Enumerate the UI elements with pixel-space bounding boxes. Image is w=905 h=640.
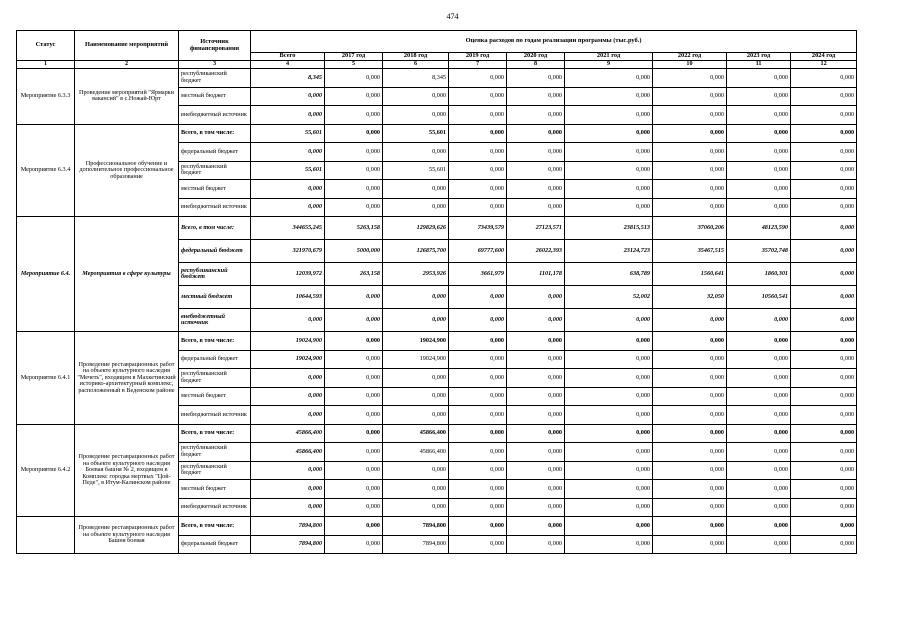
activity-name-cell: Проведение реставрационных работ на объекте культурного наследия Башня боевая [75, 517, 179, 554]
amount-cell: 0,000 [791, 406, 857, 425]
amount-cell: 19024,900 [383, 350, 449, 369]
amount-cell: 0,000 [251, 106, 325, 125]
amount-cell: 0,000 [791, 217, 857, 240]
amount-cell: 0,000 [507, 498, 565, 517]
amount-cell: 0,000 [507, 461, 565, 480]
amount-cell: 0,000 [383, 498, 449, 517]
amount-cell: 0,000 [727, 87, 791, 106]
amount-cell: 0,000 [565, 180, 653, 199]
amount-cell: 0,000 [565, 309, 653, 332]
amount-cell: 7894,800 [383, 535, 449, 554]
amount-cell: 69777,600 [449, 240, 507, 263]
amount-cell: 0,000 [653, 480, 727, 499]
funding-source-cell: Всего, в том числе: [179, 424, 251, 443]
amount-cell: 45866,400 [383, 443, 449, 462]
table-row [17, 69, 857, 88]
amount-cell: 0,000 [251, 309, 325, 332]
amount-cell: 10644,593 [251, 286, 325, 309]
amount-cell: 0,000 [449, 69, 507, 88]
amount-cell: 0,000 [791, 124, 857, 143]
amount-cell: 0,000 [383, 480, 449, 499]
amount-cell: 0,000 [325, 424, 383, 443]
expenses-table [16, 30, 857, 554]
header-year: 2017 год [325, 53, 383, 61]
amount-cell: 0,000 [449, 180, 507, 199]
funding-source-cell: республиканский бюджет [179, 161, 251, 180]
amount-cell: 0,000 [565, 517, 653, 536]
amount-cell: 0,000 [383, 286, 449, 309]
amount-cell: 0,000 [791, 350, 857, 369]
amount-cell: 0,000 [449, 480, 507, 499]
amount-cell: 0,000 [449, 286, 507, 309]
amount-cell: 35702,748 [727, 240, 791, 263]
amount-cell: 5000,000 [325, 240, 383, 263]
amount-cell: 1560,641 [653, 263, 727, 286]
amount-cell: 45866,400 [251, 443, 325, 462]
amount-cell: 0,000 [791, 198, 857, 217]
amount-cell: 0,000 [325, 309, 383, 332]
header-status: Статус [17, 31, 75, 61]
amount-cell: 0,000 [565, 480, 653, 499]
amount-cell: 0,000 [565, 369, 653, 388]
activity-name-cell: Мероприятия в сфере культуры [75, 217, 179, 332]
amount-cell: 7894,800 [383, 517, 449, 536]
amount-cell: 1860,301 [727, 263, 791, 286]
amount-cell: 344655,245 [251, 217, 325, 240]
funding-source-cell: Всего, в том числе: [179, 332, 251, 351]
amount-cell: 73439,579 [449, 217, 507, 240]
funding-source-cell: республиканский бюджет [179, 369, 251, 388]
status-cell: Мероприятие 6.3.4 [17, 124, 75, 217]
header-name: Наименование мероприятий [75, 31, 179, 61]
amount-cell: 0,000 [449, 443, 507, 462]
amount-cell: 55,601 [383, 161, 449, 180]
status-cell: Мероприятие 6.3.3 [17, 69, 75, 125]
amount-cell: 0,000 [565, 106, 653, 125]
amount-cell: 0,000 [727, 387, 791, 406]
amount-cell: 55,601 [251, 124, 325, 143]
funding-source-cell: республиканский бюджет [179, 69, 251, 88]
amount-cell: 0,000 [727, 535, 791, 554]
amount-cell: 263,158 [325, 263, 383, 286]
funding-source-cell: внебюджетный источник [179, 198, 251, 217]
amount-cell: 19024,900 [383, 332, 449, 351]
funding-source-cell: федеральный бюджет [179, 535, 251, 554]
amount-cell: 0,000 [251, 180, 325, 199]
amount-cell: 0,000 [383, 369, 449, 388]
amount-cell: 0,000 [507, 198, 565, 217]
amount-cell: 0,000 [727, 369, 791, 388]
funding-source-cell: республиканский бюджет [179, 443, 251, 462]
funding-source-cell: Всего, в том числе: [179, 124, 251, 143]
amount-cell: 48123,590 [727, 217, 791, 240]
amount-cell: 0,000 [325, 350, 383, 369]
amount-cell: 0,000 [565, 87, 653, 106]
amount-cell: 0,000 [653, 461, 727, 480]
amount-cell: 0,000 [325, 406, 383, 425]
table-row [17, 332, 857, 351]
amount-cell: 0,000 [251, 369, 325, 388]
amount-cell: 0,000 [383, 406, 449, 425]
amount-cell: 0,000 [449, 198, 507, 217]
amount-cell: 0,000 [449, 124, 507, 143]
amount-cell: 0,000 [449, 387, 507, 406]
amount-cell: 0,000 [653, 332, 727, 351]
amount-cell: 3661,979 [449, 263, 507, 286]
amount-cell: 19024,900 [251, 332, 325, 351]
amount-cell: 0,000 [653, 87, 727, 106]
amount-cell: 0,000 [791, 498, 857, 517]
amount-cell: 0,000 [565, 332, 653, 351]
header-year: 2022 год [653, 53, 727, 61]
funding-source-cell: местный бюджет [179, 87, 251, 106]
amount-cell: 0,000 [653, 69, 727, 88]
funding-source-cell: федеральный бюджет [179, 350, 251, 369]
amount-cell: 1101,178 [507, 263, 565, 286]
amount-cell: 0,000 [791, 309, 857, 332]
amount-cell: 35467,515 [653, 240, 727, 263]
amount-cell: 0,000 [727, 480, 791, 499]
page-number: 474 [446, 12, 459, 21]
column-index: 3 [179, 61, 251, 69]
amount-cell: 0,000 [791, 161, 857, 180]
amount-cell: 8,345 [251, 69, 325, 88]
table-row [17, 517, 857, 536]
amount-cell: 0,000 [325, 124, 383, 143]
status-cell: Мероприятие 6.4. [17, 217, 75, 332]
column-index: 2 [75, 61, 179, 69]
amount-cell: 0,000 [449, 535, 507, 554]
amount-cell: 0,000 [383, 198, 449, 217]
amount-cell: 0,000 [565, 387, 653, 406]
amount-cell: 0,000 [727, 198, 791, 217]
amount-cell: 0,000 [791, 106, 857, 125]
amount-cell: 0,000 [653, 535, 727, 554]
amount-cell: 0,000 [653, 387, 727, 406]
amount-cell: 0,000 [727, 443, 791, 462]
amount-cell: 0,000 [325, 332, 383, 351]
funding-source-cell: федеральный бюджет [179, 143, 251, 162]
amount-cell: 0,000 [727, 517, 791, 536]
amount-cell: 0,000 [653, 350, 727, 369]
amount-cell: 0,000 [565, 461, 653, 480]
amount-cell: 0,000 [507, 535, 565, 554]
activity-name-cell: Профессиональное обучение и дополнительное профессиональное образование [75, 124, 179, 217]
amount-cell: 27123,571 [507, 217, 565, 240]
amount-cell: 0,000 [383, 461, 449, 480]
amount-cell: 0,000 [325, 535, 383, 554]
amount-cell: 23124,723 [565, 240, 653, 263]
status-cell: Мероприятие 6.4.1 [17, 332, 75, 425]
amount-cell: 0,000 [449, 161, 507, 180]
column-index: 11 [727, 61, 791, 69]
amount-cell: 0,000 [251, 480, 325, 499]
amount-cell: 0,000 [507, 69, 565, 88]
amount-cell: 0,000 [565, 69, 653, 88]
funding-source-cell: внебюджетный источник [179, 406, 251, 425]
amount-cell: 0,000 [449, 424, 507, 443]
table-row [17, 424, 857, 443]
amount-cell: 0,000 [653, 143, 727, 162]
amount-cell: 0,000 [449, 143, 507, 162]
amount-cell: 0,000 [251, 387, 325, 406]
column-index: 9 [565, 61, 653, 69]
amount-cell: 0,000 [791, 180, 857, 199]
amount-cell: 0,000 [791, 143, 857, 162]
funding-source-cell: местный бюджет [179, 387, 251, 406]
amount-cell: 0,000 [727, 350, 791, 369]
amount-cell: 0,000 [383, 387, 449, 406]
amount-cell: 0,000 [507, 369, 565, 388]
amount-cell: 0,000 [383, 180, 449, 199]
amount-cell: 0,000 [325, 461, 383, 480]
amount-cell: 0,000 [565, 424, 653, 443]
amount-cell: 0,000 [653, 198, 727, 217]
header-year: 2021 год [565, 53, 653, 61]
amount-cell: 0,000 [507, 286, 565, 309]
amount-cell: 55,601 [251, 161, 325, 180]
amount-cell: 8,345 [383, 69, 449, 88]
header-year: 2019 год [449, 53, 507, 61]
amount-cell: 32,050 [653, 286, 727, 309]
funding-source-cell: внебюджетный источник [179, 498, 251, 517]
amount-cell: 7894,800 [251, 517, 325, 536]
amount-cell: 0,000 [507, 124, 565, 143]
amount-cell: 0,000 [325, 480, 383, 499]
amount-cell: 0,000 [791, 424, 857, 443]
amount-cell: 0,000 [325, 161, 383, 180]
header-year: 2024 год [791, 53, 857, 61]
amount-cell: 0,000 [507, 106, 565, 125]
amount-cell: 0,000 [565, 535, 653, 554]
amount-cell: 0,000 [449, 309, 507, 332]
funding-source-cell: федеральный бюджет [179, 240, 251, 263]
amount-cell: 0,000 [727, 332, 791, 351]
header-year: 2018 год [383, 53, 449, 61]
amount-cell: 0,000 [251, 498, 325, 517]
amount-cell: 0,000 [727, 143, 791, 162]
amount-cell: 0,000 [449, 106, 507, 125]
table-row [17, 124, 857, 143]
amount-cell: 0,000 [507, 480, 565, 499]
column-index: 1 [17, 61, 75, 69]
funding-source-cell: Всего, в том числе: [179, 517, 251, 536]
amount-cell: 0,000 [565, 406, 653, 425]
column-index: 12 [791, 61, 857, 69]
amount-cell: 0,000 [449, 461, 507, 480]
amount-cell: 0,000 [727, 69, 791, 88]
amount-cell: 45866,400 [383, 424, 449, 443]
amount-cell: 0,000 [791, 240, 857, 263]
amount-cell: 0,000 [507, 143, 565, 162]
amount-cell: 0,000 [507, 161, 565, 180]
amount-cell: 0,000 [791, 517, 857, 536]
amount-cell: 0,000 [449, 332, 507, 351]
amount-cell: 0,000 [565, 498, 653, 517]
amount-cell: 12039,972 [251, 263, 325, 286]
amount-cell: 0,000 [251, 198, 325, 217]
amount-cell: 45866,400 [251, 424, 325, 443]
header-estimate: Оценка расходов по годам реализации программы (тыс.руб.) [251, 31, 857, 53]
amount-cell: 0,000 [791, 87, 857, 106]
amount-cell: 0,000 [791, 480, 857, 499]
amount-cell: 0,000 [507, 443, 565, 462]
funding-source-cell: внебюджетный источник [179, 309, 251, 332]
amount-cell: 0,000 [727, 424, 791, 443]
funding-source-cell: местный бюджет [179, 480, 251, 499]
amount-cell: 321970,679 [251, 240, 325, 263]
amount-cell: 37060,206 [653, 217, 727, 240]
amount-cell: 0,000 [791, 69, 857, 88]
amount-cell: 0,000 [383, 143, 449, 162]
amount-cell: 0,000 [565, 143, 653, 162]
funding-source-cell: внебюджетный источник [179, 106, 251, 125]
amount-cell: 0,000 [653, 161, 727, 180]
header-year: 2020 год [507, 53, 565, 61]
amount-cell: 0,000 [325, 443, 383, 462]
amount-cell: 0,000 [449, 87, 507, 106]
amount-cell: 10560,541 [727, 286, 791, 309]
amount-cell: 0,000 [251, 87, 325, 106]
funding-source-cell: республиканский бюджет [179, 263, 251, 286]
amount-cell: 19024,900 [251, 350, 325, 369]
amount-cell: 0,000 [325, 69, 383, 88]
amount-cell: 0,000 [727, 309, 791, 332]
amount-cell: 0,000 [727, 406, 791, 425]
amount-cell: 0,000 [653, 443, 727, 462]
amount-cell: 0,000 [791, 461, 857, 480]
amount-cell: 126875,700 [383, 240, 449, 263]
column-index: 10 [653, 61, 727, 69]
column-index: 5 [325, 61, 383, 69]
column-index: 8 [507, 61, 565, 69]
amount-cell: 0,000 [653, 424, 727, 443]
amount-cell: 26022,393 [507, 240, 565, 263]
amount-cell: 7894,800 [251, 535, 325, 554]
amount-cell: 0,000 [251, 406, 325, 425]
funding-source-cell: Всего, в том числе: [179, 217, 251, 240]
amount-cell: 23815,513 [565, 217, 653, 240]
amount-cell: 0,000 [653, 517, 727, 536]
amount-cell: 0,000 [383, 87, 449, 106]
amount-cell: 0,000 [325, 180, 383, 199]
table-row [17, 217, 857, 240]
amount-cell: 0,000 [727, 498, 791, 517]
amount-cell: 0,000 [653, 180, 727, 199]
header-year: Всего [251, 53, 325, 61]
amount-cell: 0,000 [325, 517, 383, 536]
activity-name-cell: Проведение реставрационных работ на объекте культурного наследия Боевая башня № 2, входящем в Комплекс городка мертвых "Цой-Педе", в Итум-Калинском районе [75, 424, 179, 517]
amount-cell: 0,000 [383, 309, 449, 332]
status-cell [17, 517, 75, 554]
amount-cell: 0,000 [325, 198, 383, 217]
amount-cell: 2953,926 [383, 263, 449, 286]
header-year: 2023 год [727, 53, 791, 61]
amount-cell: 0,000 [791, 443, 857, 462]
amount-cell: 0,000 [791, 535, 857, 554]
amount-cell: 52,002 [565, 286, 653, 309]
amount-cell: 0,000 [325, 87, 383, 106]
header-source: Источник финансирования [179, 31, 251, 61]
amount-cell: 0,000 [449, 369, 507, 388]
amount-cell: 0,000 [507, 87, 565, 106]
amount-cell: 0,000 [727, 124, 791, 143]
amount-cell: 0,000 [653, 498, 727, 517]
amount-cell: 0,000 [565, 350, 653, 369]
column-index: 7 [449, 61, 507, 69]
amount-cell: 0,000 [565, 443, 653, 462]
activity-name-cell: Проведение мероприятий "Ярмарки вакансий" в с.Ножай-Юрт [75, 69, 179, 125]
amount-cell: 0,000 [565, 198, 653, 217]
amount-cell: 0,000 [449, 406, 507, 425]
amount-cell: 0,000 [325, 286, 383, 309]
amount-cell: 0,000 [507, 406, 565, 425]
amount-cell: 0,000 [653, 309, 727, 332]
amount-cell: 0,000 [449, 517, 507, 536]
amount-cell: 0,000 [507, 350, 565, 369]
amount-cell: 0,000 [251, 143, 325, 162]
amount-cell: 638,789 [565, 263, 653, 286]
amount-cell: 0,000 [325, 143, 383, 162]
amount-cell: 0,000 [727, 180, 791, 199]
column-index: 6 [383, 61, 449, 69]
amount-cell: 0,000 [727, 161, 791, 180]
amount-cell: 129829,626 [383, 217, 449, 240]
amount-cell: 0,000 [507, 424, 565, 443]
amount-cell: 0,000 [383, 106, 449, 125]
amount-cell: 0,000 [507, 180, 565, 199]
amount-cell: 5263,158 [325, 217, 383, 240]
amount-cell: 0,000 [325, 369, 383, 388]
amount-cell: 0,000 [507, 517, 565, 536]
amount-cell: 0,000 [791, 286, 857, 309]
amount-cell: 0,000 [653, 106, 727, 125]
status-cell: Мероприятие 6.4.2 [17, 424, 75, 517]
amount-cell: 0,000 [325, 387, 383, 406]
column-index: 4 [251, 61, 325, 69]
activity-name-cell: Проведение реставрационных работ на объекте культурного наследия "Мечеть", входящем в Махкетинский историко-архитектурный комплекс, расположенный в Веденском районе [75, 332, 179, 425]
amount-cell: 0,000 [449, 498, 507, 517]
amount-cell: 0,000 [727, 461, 791, 480]
amount-cell: 0,000 [507, 309, 565, 332]
amount-cell: 0,000 [565, 124, 653, 143]
amount-cell: 55,601 [383, 124, 449, 143]
funding-source-cell: республиканский бюджет [179, 461, 251, 480]
amount-cell: 0,000 [507, 332, 565, 351]
amount-cell: 0,000 [791, 387, 857, 406]
funding-source-cell: местный бюджет [179, 286, 251, 309]
funding-source-cell: местный бюджет [179, 180, 251, 199]
amount-cell: 0,000 [727, 106, 791, 125]
amount-cell: 0,000 [791, 369, 857, 388]
amount-cell: 0,000 [565, 161, 653, 180]
amount-cell: 0,000 [507, 387, 565, 406]
amount-cell: 0,000 [325, 106, 383, 125]
amount-cell: 0,000 [791, 263, 857, 286]
amount-cell: 0,000 [653, 369, 727, 388]
amount-cell: 0,000 [653, 406, 727, 425]
amount-cell: 0,000 [325, 498, 383, 517]
amount-cell: 0,000 [251, 461, 325, 480]
amount-cell: 0,000 [449, 350, 507, 369]
amount-cell: 0,000 [653, 124, 727, 143]
amount-cell: 0,000 [791, 332, 857, 351]
